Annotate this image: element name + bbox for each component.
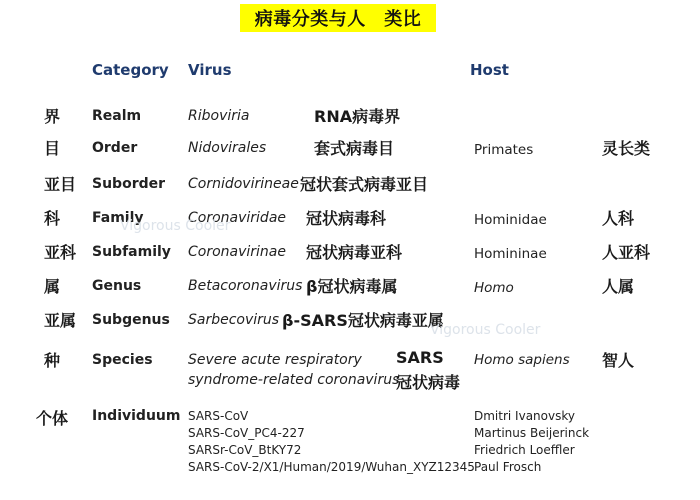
rank-category: Subgenus <box>92 312 170 328</box>
rank-cn: 亚目 <box>44 175 77 194</box>
rank-cn: 亚科 <box>44 243 77 262</box>
header-category: Category <box>92 61 169 79</box>
host-taxon-cn: 人亚科 <box>602 243 651 262</box>
host-taxon: Primates <box>474 142 534 158</box>
host-taxon: Homo sapiens <box>474 352 570 368</box>
watermark: Vigorous Cooler <box>430 322 541 338</box>
header-virus: Virus <box>188 61 232 79</box>
virus-taxon: Riboviria <box>188 108 250 124</box>
table-row <box>0 172 700 206</box>
table-row-species <box>0 348 700 392</box>
virus-taxon: Nidovirales <box>188 140 267 156</box>
virus-taxon-cn-line1: SARS <box>396 348 444 367</box>
table-row <box>0 274 700 308</box>
rank-cn: 界 <box>44 107 61 126</box>
virus-taxon: Betacoronavirus <box>188 278 303 294</box>
page-title: 病毒分类与人 类比 <box>254 9 422 30</box>
table-row <box>0 240 700 274</box>
rank-cn: 亚属 <box>44 311 77 330</box>
virus-taxon-cn: β冠状病毒属 <box>306 277 398 296</box>
list-item: SARS-CoV_PC4-227 <box>188 426 305 440</box>
rank-category: Suborder <box>92 176 166 192</box>
rank-cn: 目 <box>44 139 61 158</box>
individual-host-list <box>474 408 589 476</box>
rank-category: Individuum <box>92 408 181 424</box>
list-item: Paul Frosch <box>474 460 542 474</box>
virus-taxon: Coronavirinae <box>188 244 286 260</box>
virus-taxon-line1: Severe acute respiratory <box>188 352 362 368</box>
host-taxon-cn: 智人 <box>602 351 635 370</box>
individual-virus-list <box>188 408 475 476</box>
list-item: SARSr-CoV_BtKY72 <box>188 443 302 457</box>
host-taxon: Hominidae <box>474 212 547 228</box>
rank-cn: 属 <box>44 277 61 296</box>
rank-category: Genus <box>92 278 142 294</box>
list-item: Friedrich Loeffler <box>474 443 575 457</box>
virus-taxon: Coronaviridae <box>188 210 287 226</box>
virus-taxon-cn: 冠状病毒科 <box>306 209 387 228</box>
header-host: Host <box>470 61 509 79</box>
virus-taxon-line2: syndrome-related coronavirus <box>188 372 400 388</box>
list-item: SARS-CoV-2/X1/Human/2019/Wuhan_XYZ12345 <box>188 460 475 474</box>
virus-taxon-cn: β-SARS冠状病毒亚属 <box>282 311 444 330</box>
table-row <box>0 136 700 170</box>
rank-category: Species <box>92 352 153 368</box>
rank-category: Realm <box>92 108 142 124</box>
table-row <box>0 308 700 342</box>
rank-category: Subfamily <box>92 244 171 260</box>
watermark: Vigorous Cooler <box>120 218 231 234</box>
virus-taxon-cn: 套式病毒目 <box>314 139 395 158</box>
virus-taxon: Sarbecovirus <box>188 312 280 328</box>
host-taxon-cn: 人科 <box>602 209 635 228</box>
list-item: Martinus Beijerinck <box>474 426 590 440</box>
virus-taxon: Cornidovirineae <box>188 176 299 192</box>
rank-category: Family <box>92 210 144 226</box>
list-item: SARS-CoV <box>188 409 249 423</box>
table-row-individuum <box>0 406 700 478</box>
table-row <box>0 104 700 138</box>
list-item: Dmitri Ivanovsky <box>474 409 575 423</box>
virus-taxon-cn: 冠状套式病毒亚目 <box>300 175 429 194</box>
title-banner <box>240 4 436 32</box>
host-taxon: Homininae <box>474 246 547 262</box>
virus-taxon-cn: RNA病毒界 <box>314 107 401 126</box>
rank-category: Order <box>92 140 138 156</box>
rank-cn: 种 <box>44 351 61 370</box>
host-taxon-cn: 人属 <box>602 277 635 296</box>
host-taxon: Homo <box>474 280 514 296</box>
virus-taxon-cn-line2: 冠状病毒 <box>396 373 461 392</box>
rank-cn: 个体 <box>36 409 69 428</box>
rank-cn: 科 <box>44 209 61 228</box>
virus-taxon-cn: 冠状病毒亚科 <box>306 243 403 262</box>
table-row <box>0 206 700 240</box>
host-taxon-cn: 灵长类 <box>602 139 651 158</box>
